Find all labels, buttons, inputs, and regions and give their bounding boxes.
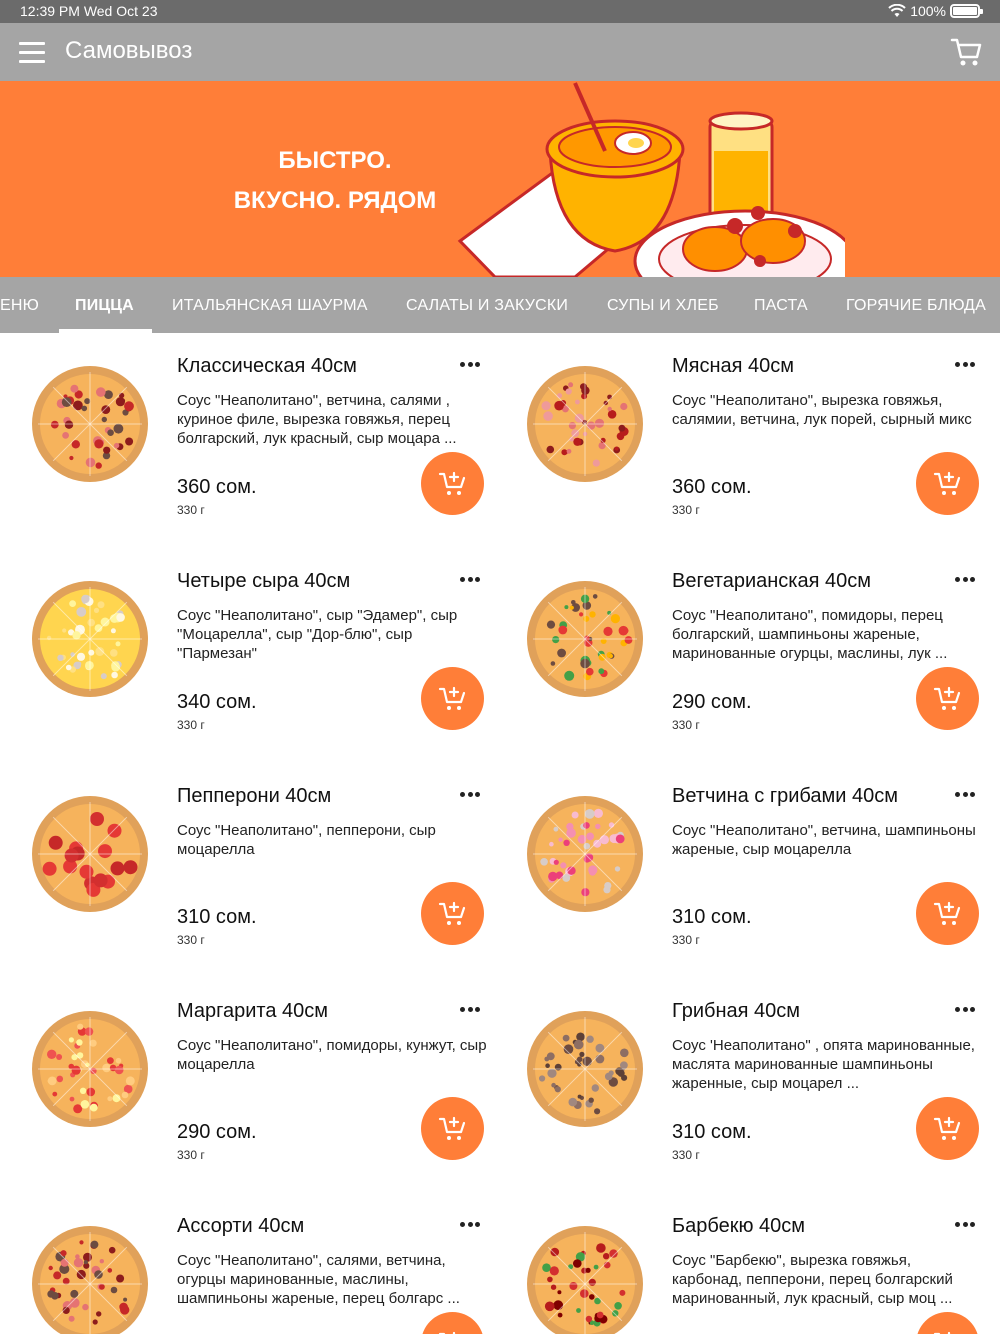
- product-description: Соус "Неаполитано", ветчина, салями , куриное филе, вырезка говяжья, перец болгарский, лук красный, сыр моцара ...: [177, 392, 457, 447]
- add-to-cart-button[interactable]: [916, 882, 979, 945]
- status-time: 12:39 PM Wed Oct 23: [20, 3, 158, 19]
- product-weight: 330 г: [672, 718, 700, 732]
- product-description: Соус "Неаполитано", пепперони, сыр моцарелла: [177, 822, 436, 858]
- category-tabs: [0, 277, 1000, 333]
- pizza-image: [30, 579, 150, 699]
- more-options-icon[interactable]: [955, 1007, 975, 1015]
- status-right: [888, 3, 980, 19]
- pizza-image: [30, 1224, 150, 1334]
- page-title: Самовывоз: [65, 37, 193, 64]
- more-options-icon[interactable]: [955, 792, 975, 800]
- pizza-image: [525, 364, 645, 484]
- product-name: Четыре сыра 40см: [177, 570, 351, 592]
- add-to-cart-icon: [438, 470, 468, 498]
- more-options-icon[interactable]: [460, 1007, 480, 1015]
- add-to-cart-button[interactable]: [916, 667, 979, 730]
- tab-selected-indicator: [59, 329, 152, 333]
- pizza-image: [30, 1009, 150, 1129]
- tab-menu[interactable]: ЕНЮ: [0, 297, 39, 314]
- tab-italian-shawarma[interactable]: ИТАЛЬЯНСКАЯ ШАУРМА: [172, 297, 368, 314]
- battery-icon: [950, 4, 980, 18]
- product-price: 310 сом.: [177, 906, 257, 928]
- product-weight: 330 г: [177, 1148, 205, 1162]
- product-name: Ветчина с грибами 40см: [672, 785, 899, 807]
- food-illustration: [455, 81, 845, 277]
- product-card[interactable]: [495, 1194, 990, 1334]
- product-card[interactable]: [0, 1194, 495, 1334]
- product-description: Соус "Неаполитано", помидоры, кунжут, сыр моцарелла: [177, 1037, 487, 1073]
- product-card[interactable]: [495, 334, 990, 549]
- cart-icon[interactable]: [950, 35, 984, 69]
- product-description: Соус "Неаполитано", вырезка говяжья, салямии, ветчина, лук порей, сырный микс: [672, 392, 972, 428]
- product-name: Маргарита 40см: [177, 1000, 329, 1022]
- add-to-cart-icon: [438, 685, 468, 713]
- battery-percent: 100%: [910, 3, 946, 19]
- add-to-cart-icon: [933, 685, 963, 713]
- product-weight: 330 г: [672, 503, 700, 517]
- pizza-image: [525, 794, 645, 914]
- pizza-image: [525, 579, 645, 699]
- product-card[interactable]: [495, 979, 990, 1194]
- status-bar: [0, 0, 1000, 23]
- product-description: Соус 'Неаполитано" , опята маринованные, маслята маринованные шампиньоны жаренные, сыр моцарел ...: [672, 1037, 975, 1092]
- add-to-cart-icon: [438, 1115, 468, 1143]
- more-options-icon[interactable]: [460, 792, 480, 800]
- add-to-cart-button[interactable]: [421, 882, 484, 945]
- add-to-cart-icon: [933, 470, 963, 498]
- product-name: Мясная 40см: [672, 355, 795, 377]
- product-card[interactable]: [0, 764, 495, 979]
- product-weight: 330 г: [177, 503, 205, 517]
- product-card[interactable]: [495, 764, 990, 979]
- wifi-icon: [888, 4, 906, 18]
- tab-pizza[interactable]: ПИЦЦА: [75, 297, 134, 314]
- more-options-icon[interactable]: [460, 577, 480, 585]
- product-price: 310 сом.: [672, 906, 752, 928]
- product-price: 340 сом.: [177, 691, 257, 713]
- pizza-image: [30, 794, 150, 914]
- product-description: Соус "Неаполитано", сыр "Эдамер", сыр "Моцарелла", сыр "Дор-блю", сыр "Пармезан": [177, 607, 458, 662]
- product-description: Соус "Барбекю", вырезка говяжья, карбонад, пепперони, перец болгарский маринованный, лук красный, сыр моц ...: [672, 1252, 953, 1307]
- product-price: 360 сом.: [177, 476, 257, 498]
- tab-soups-bread[interactable]: СУПЫ И ХЛЕБ: [607, 297, 719, 314]
- more-options-icon[interactable]: [955, 1222, 975, 1230]
- product-name: Грибная 40см: [672, 1000, 801, 1022]
- product-name: Классическая 40см: [177, 355, 357, 377]
- pizza-image: [30, 364, 150, 484]
- product-name: Ассорти 40см: [177, 1215, 305, 1237]
- app-bar: [0, 23, 1000, 81]
- more-options-icon[interactable]: [955, 577, 975, 585]
- more-options-icon[interactable]: [460, 1222, 480, 1230]
- add-to-cart-button[interactable]: [916, 1312, 979, 1334]
- product-name: Барбекю 40см: [672, 1215, 806, 1237]
- pizza-image: [525, 1224, 645, 1334]
- product-card[interactable]: [0, 979, 495, 1194]
- add-to-cart-button[interactable]: [916, 1097, 979, 1160]
- product-name: Вегетарианская 40см: [672, 570, 871, 592]
- product-weight: 330 г: [672, 933, 700, 947]
- product-name: Пепперони 40см: [177, 785, 332, 807]
- tab-salads-snacks[interactable]: САЛАТЫ И ЗАКУСКИ: [406, 297, 569, 314]
- add-to-cart-button[interactable]: [916, 452, 979, 515]
- product-price: 290 сом.: [177, 1121, 257, 1143]
- product-description: Соус "Неаполитано", ветчина, шампиньоны жареные, сыр моцарелла: [672, 822, 976, 858]
- product-weight: 330 г: [672, 1148, 700, 1162]
- product-weight: 330 г: [177, 718, 205, 732]
- product-card[interactable]: [0, 549, 495, 764]
- product-price: 290 сом.: [672, 691, 752, 713]
- add-to-cart-icon: [438, 900, 468, 928]
- tab-pasta[interactable]: ПАСТА: [754, 297, 808, 314]
- product-card[interactable]: [0, 334, 495, 549]
- add-to-cart-icon: [438, 1330, 468, 1334]
- add-to-cart-button[interactable]: [421, 1097, 484, 1160]
- more-options-icon[interactable]: [955, 362, 975, 370]
- promo-banner[interactable]: [0, 81, 1000, 277]
- pizza-image: [525, 1009, 645, 1129]
- add-to-cart-icon: [933, 900, 963, 928]
- banner-line-1: БЫСТРО.: [278, 147, 392, 174]
- banner-line-2: ВКУСНО. РЯДОМ: [233, 187, 437, 214]
- more-options-icon[interactable]: [460, 362, 480, 370]
- product-price: 310 сом.: [672, 1121, 752, 1143]
- hamburger-menu-icon[interactable]: [14, 36, 50, 68]
- product-card[interactable]: [495, 549, 990, 764]
- product-weight: 330 г: [177, 933, 205, 947]
- banner-slogan: [200, 141, 470, 221]
- add-to-cart-button[interactable]: [421, 452, 484, 515]
- product-description: Соус "Неаполитано", салями, ветчина, огурцы маринованные, маслины, шампиньоны жареные, перец болгарс ...: [177, 1252, 460, 1307]
- product-price: 360 сом.: [672, 476, 752, 498]
- add-to-cart-icon: [933, 1330, 963, 1334]
- product-description: Соус "Неаполитано", помидоры, перец болгарский, шампиньоны жареные, маринованные огурцы, маслины, лук ...: [672, 607, 948, 662]
- add-to-cart-icon: [933, 1115, 963, 1143]
- add-to-cart-button[interactable]: [421, 1312, 484, 1334]
- tab-hot-dishes[interactable]: ГОРЯЧИЕ БЛЮДА: [846, 297, 986, 314]
- add-to-cart-button[interactable]: [421, 667, 484, 730]
